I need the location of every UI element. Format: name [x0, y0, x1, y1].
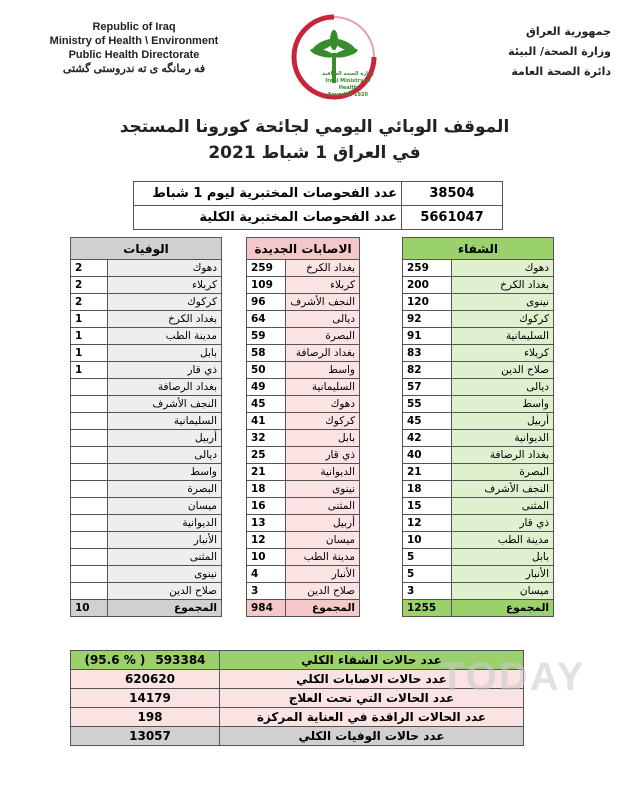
row-province: المثنى: [452, 498, 554, 515]
row-province: الأنبار: [108, 532, 222, 549]
table-row: [403, 260, 554, 277]
logo-text-year: Founded 1920: [328, 92, 368, 98]
row-value: 5: [403, 566, 452, 583]
row-province: نينوى: [452, 294, 554, 311]
report-date: في العراق 1 شباط 2021: [208, 143, 421, 163]
summary-number: 198: [137, 710, 163, 724]
row-province: بغداد الكرخ: [108, 311, 222, 328]
summary-value: [71, 651, 220, 670]
total-label: المجموع: [452, 600, 554, 617]
table-row: [403, 328, 554, 345]
header-left-line: Republic of Iraq: [92, 21, 176, 33]
report-title: الموقف الوبائي اليومي لجائحة كورونا المستجد: [119, 117, 510, 137]
row-value: 259: [247, 260, 286, 277]
row-province: كربلاء: [286, 277, 360, 294]
tests-total-value: 5661047: [402, 206, 503, 230]
table-row: [247, 260, 360, 277]
row-value: 92: [403, 311, 452, 328]
row-province: السليمانية: [452, 328, 554, 345]
table-header-row: [71, 238, 222, 260]
new-cases-table: [246, 237, 360, 617]
table-row: [71, 498, 222, 515]
row-province: بابل: [452, 549, 554, 566]
table-header-row: [247, 238, 360, 260]
table-title: الشفاء: [403, 238, 554, 260]
table-row: [247, 532, 360, 549]
table-total-row: [247, 600, 360, 617]
table-row: [247, 549, 360, 566]
row-province: مدينة الطب: [108, 328, 222, 345]
row-value: 10: [247, 549, 286, 566]
row-value: 21: [247, 464, 286, 481]
table-row: [71, 396, 222, 413]
summary-value: [71, 670, 220, 689]
table-row: [247, 362, 360, 379]
total-value: 984: [247, 600, 286, 617]
recovered-table: [402, 237, 554, 617]
table-row: [247, 311, 360, 328]
row-province: صلاح الدين: [108, 583, 222, 600]
summary-number: 14179: [129, 691, 171, 705]
row-value: 21: [403, 464, 452, 481]
row-value: 3: [403, 583, 452, 600]
table-row: [403, 379, 554, 396]
summary-value: [71, 689, 220, 708]
table-row: [71, 379, 222, 396]
table-header-row: [403, 238, 554, 260]
summary-number: 13057: [129, 729, 171, 743]
table-row: [134, 206, 503, 230]
table-row: [247, 430, 360, 447]
row-value: 200: [403, 277, 452, 294]
table-row: [403, 345, 554, 362]
table-row: [71, 447, 222, 464]
total-value: 10: [71, 600, 108, 617]
table-row: [71, 515, 222, 532]
row-value: [71, 379, 108, 396]
table-row: [403, 430, 554, 447]
row-value: [71, 396, 108, 413]
row-value: 109: [247, 277, 286, 294]
table-row: [403, 583, 554, 600]
row-province: كربلاء: [108, 277, 222, 294]
ministry-logo: [290, 13, 378, 101]
tests-total-label: عدد الفحوصات المختبرية الكلية: [134, 206, 402, 230]
summary-label: عدد الحالات التي تحت العلاج: [220, 689, 524, 708]
row-province: ميسان: [108, 498, 222, 515]
table-row: [403, 447, 554, 464]
row-value: 15: [403, 498, 452, 515]
summary-label: عدد حالات الشفاء الكلي: [220, 651, 524, 670]
table-row: [247, 396, 360, 413]
row-value: 58: [247, 345, 286, 362]
row-province: ديالى: [452, 379, 554, 396]
row-value: 50: [247, 362, 286, 379]
row-value: 1: [71, 311, 108, 328]
row-value: 32: [247, 430, 286, 447]
row-province: ذي قار: [286, 447, 360, 464]
row-province: الأنبار: [452, 566, 554, 583]
row-value: 42: [403, 430, 452, 447]
table-row: [247, 328, 360, 345]
row-province: دهوك: [108, 260, 222, 277]
table-row: [403, 566, 554, 583]
row-province: البصرة: [452, 464, 554, 481]
header-right-line: وزارة الصحة/ البيئة: [508, 45, 611, 58]
watermark: TODAY: [440, 655, 586, 699]
row-province: النجف الأشرف: [452, 481, 554, 498]
table-row: [403, 396, 554, 413]
row-province: بغداد الرصافة: [108, 379, 222, 396]
row-value: 259: [403, 260, 452, 277]
table-row: [403, 277, 554, 294]
header-arabic-block: [481, 22, 611, 82]
row-province: نينوى: [108, 566, 222, 583]
summary-label: عدد حالات الاصابات الكلي: [220, 670, 524, 689]
table-row: [71, 413, 222, 430]
row-province: كركوك: [452, 311, 554, 328]
row-province: البصرة: [108, 481, 222, 498]
row-value: 91: [403, 328, 452, 345]
table-row: [247, 447, 360, 464]
row-value: 1: [71, 362, 108, 379]
row-value: 25: [247, 447, 286, 464]
row-province: كركوك: [286, 413, 360, 430]
table-row: [403, 311, 554, 328]
row-province: ديالى: [108, 447, 222, 464]
row-value: [71, 430, 108, 447]
summary-label: عدد حالات الوفيات الكلي: [220, 727, 524, 746]
row-province: صلاح الدين: [286, 583, 360, 600]
row-province: الديوانية: [108, 515, 222, 532]
row-province: الديوانية: [286, 464, 360, 481]
summary-value: [71, 727, 220, 746]
row-value: 2: [71, 294, 108, 311]
tests-daily-label: عدد الفحوصات المختبرية ليوم 1 شباط: [134, 182, 402, 206]
table-row: [403, 413, 554, 430]
row-value: 12: [247, 532, 286, 549]
total-label: المجموع: [286, 600, 360, 617]
total-value: 1255: [403, 600, 452, 617]
table-row: [71, 362, 222, 379]
row-value: 40: [403, 447, 452, 464]
table-title: الاصابات الجديدة: [247, 238, 360, 260]
row-province: واسط: [452, 396, 554, 413]
row-province: واسط: [108, 464, 222, 481]
row-value: 57: [403, 379, 452, 396]
row-value: [71, 413, 108, 430]
table-row: [71, 727, 524, 746]
table-row: [71, 294, 222, 311]
header-left-line: فه رمانگه ى ته ندروستى گشتى: [62, 63, 206, 75]
row-province: المثنى: [286, 498, 360, 515]
row-province: صلاح الدين: [452, 362, 554, 379]
table-row: [71, 260, 222, 277]
row-province: ذي قار: [452, 515, 554, 532]
table-row: [247, 464, 360, 481]
row-province: أربيل: [108, 430, 222, 447]
summary-percent: (95.6 % ): [84, 653, 146, 667]
table-row: [71, 549, 222, 566]
row-value: 13: [247, 515, 286, 532]
row-value: 41: [247, 413, 286, 430]
row-province: البصرة: [286, 328, 360, 345]
table-row: [71, 328, 222, 345]
table-row: [71, 464, 222, 481]
table-row: [403, 498, 554, 515]
row-province: ميسان: [286, 532, 360, 549]
table-row: [247, 294, 360, 311]
table-row: [403, 294, 554, 311]
lab-tests-table: [133, 181, 503, 230]
row-province: بغداد الرصافة: [452, 447, 554, 464]
table-row: [247, 583, 360, 600]
row-value: 1: [71, 328, 108, 345]
row-value: 45: [247, 396, 286, 413]
table-total-row: [403, 600, 554, 617]
row-value: 59: [247, 328, 286, 345]
row-province: أربيل: [286, 515, 360, 532]
table-row: [403, 464, 554, 481]
row-value: 64: [247, 311, 286, 328]
table-row: [247, 379, 360, 396]
row-province: واسط: [286, 362, 360, 379]
deaths-table: [70, 237, 222, 617]
header-right-line: دائرة الصحة العامة: [511, 65, 611, 78]
row-province: ذي قار: [108, 362, 222, 379]
row-value: [71, 583, 108, 600]
row-province: بغداد الرصافة: [286, 345, 360, 362]
row-value: [71, 498, 108, 515]
row-value: 5: [403, 549, 452, 566]
summary-number: 593384: [155, 653, 206, 667]
row-value: 120: [403, 294, 452, 311]
row-value: 83: [403, 345, 452, 362]
table-row: [71, 277, 222, 294]
row-value: [71, 481, 108, 498]
header-left-line: Public Health Directorate: [68, 49, 200, 61]
row-value: 49: [247, 379, 286, 396]
table-row: [247, 515, 360, 532]
table-row: [247, 481, 360, 498]
summary-value: [71, 708, 220, 727]
row-province: كربلاء: [452, 345, 554, 362]
row-province: دهوك: [452, 260, 554, 277]
row-value: 18: [247, 481, 286, 498]
table-row: [403, 481, 554, 498]
header-left-line: Ministry of Health \ Environment: [49, 35, 219, 47]
summary-number: 620620: [124, 672, 176, 686]
row-province: أربيل: [452, 413, 554, 430]
row-value: 2: [71, 277, 108, 294]
logo-text-english: Iraqi Ministry of Health: [325, 78, 371, 91]
row-value: 10: [403, 532, 452, 549]
table-row: [71, 481, 222, 498]
header-right-line: جمهورية العراق: [526, 25, 611, 38]
row-province: الديوانية: [452, 430, 554, 447]
row-province: المثنى: [108, 549, 222, 566]
row-province: بابل: [108, 345, 222, 362]
row-province: النجف الأشرف: [286, 294, 360, 311]
table-row: [71, 430, 222, 447]
row-value: 3: [247, 583, 286, 600]
row-value: 82: [403, 362, 452, 379]
row-value: 55: [403, 396, 452, 413]
row-province: كركوك: [108, 294, 222, 311]
table-row: [403, 515, 554, 532]
row-province: السليمانية: [108, 413, 222, 430]
row-value: [71, 549, 108, 566]
row-value: [71, 566, 108, 583]
row-value: 1: [71, 345, 108, 362]
table-row: [71, 532, 222, 549]
row-value: 4: [247, 566, 286, 583]
table-row: [403, 532, 554, 549]
table-row: [247, 566, 360, 583]
row-value: 18: [403, 481, 452, 498]
table-row: [247, 498, 360, 515]
row-province: الأنبار: [286, 566, 360, 583]
row-province: دهوك: [286, 396, 360, 413]
row-province: بغداد الكرخ: [452, 277, 554, 294]
table-row: [71, 708, 524, 727]
row-province: النجف الأشرف: [108, 396, 222, 413]
table-row: [403, 549, 554, 566]
row-value: [71, 515, 108, 532]
table-row: [71, 583, 222, 600]
header-english-block: [44, 20, 224, 76]
row-value: [71, 532, 108, 549]
row-province: بغداد الكرخ: [286, 260, 360, 277]
row-province: مدينة الطب: [286, 549, 360, 566]
table-title: الوفيات: [71, 238, 222, 260]
row-value: 96: [247, 294, 286, 311]
row-province: ميسان: [452, 583, 554, 600]
table-row: [247, 413, 360, 430]
summary-label: عدد الحالات الراقدة في العناية المركزة: [220, 708, 524, 727]
table-row: [71, 311, 222, 328]
row-value: [71, 447, 108, 464]
row-province: نينوى: [286, 481, 360, 498]
tests-daily-value: 38504: [402, 182, 503, 206]
table-row: [247, 345, 360, 362]
logo-text-arabic: وزارة الصحة العراقية: [322, 71, 374, 77]
table-row: [403, 362, 554, 379]
row-province: مدينة الطب: [452, 532, 554, 549]
table-row: [247, 277, 360, 294]
row-province: ديالى: [286, 311, 360, 328]
row-province: بابل: [286, 430, 360, 447]
total-label: المجموع: [108, 600, 222, 617]
table-total-row: [71, 600, 222, 617]
row-value: 2: [71, 260, 108, 277]
row-value: 45: [403, 413, 452, 430]
table-row: [134, 182, 503, 206]
table-row: [71, 345, 222, 362]
row-value: 12: [403, 515, 452, 532]
row-province: السليمانية: [286, 379, 360, 396]
table-row: [71, 566, 222, 583]
row-value: [71, 464, 108, 481]
row-value: 16: [247, 498, 286, 515]
